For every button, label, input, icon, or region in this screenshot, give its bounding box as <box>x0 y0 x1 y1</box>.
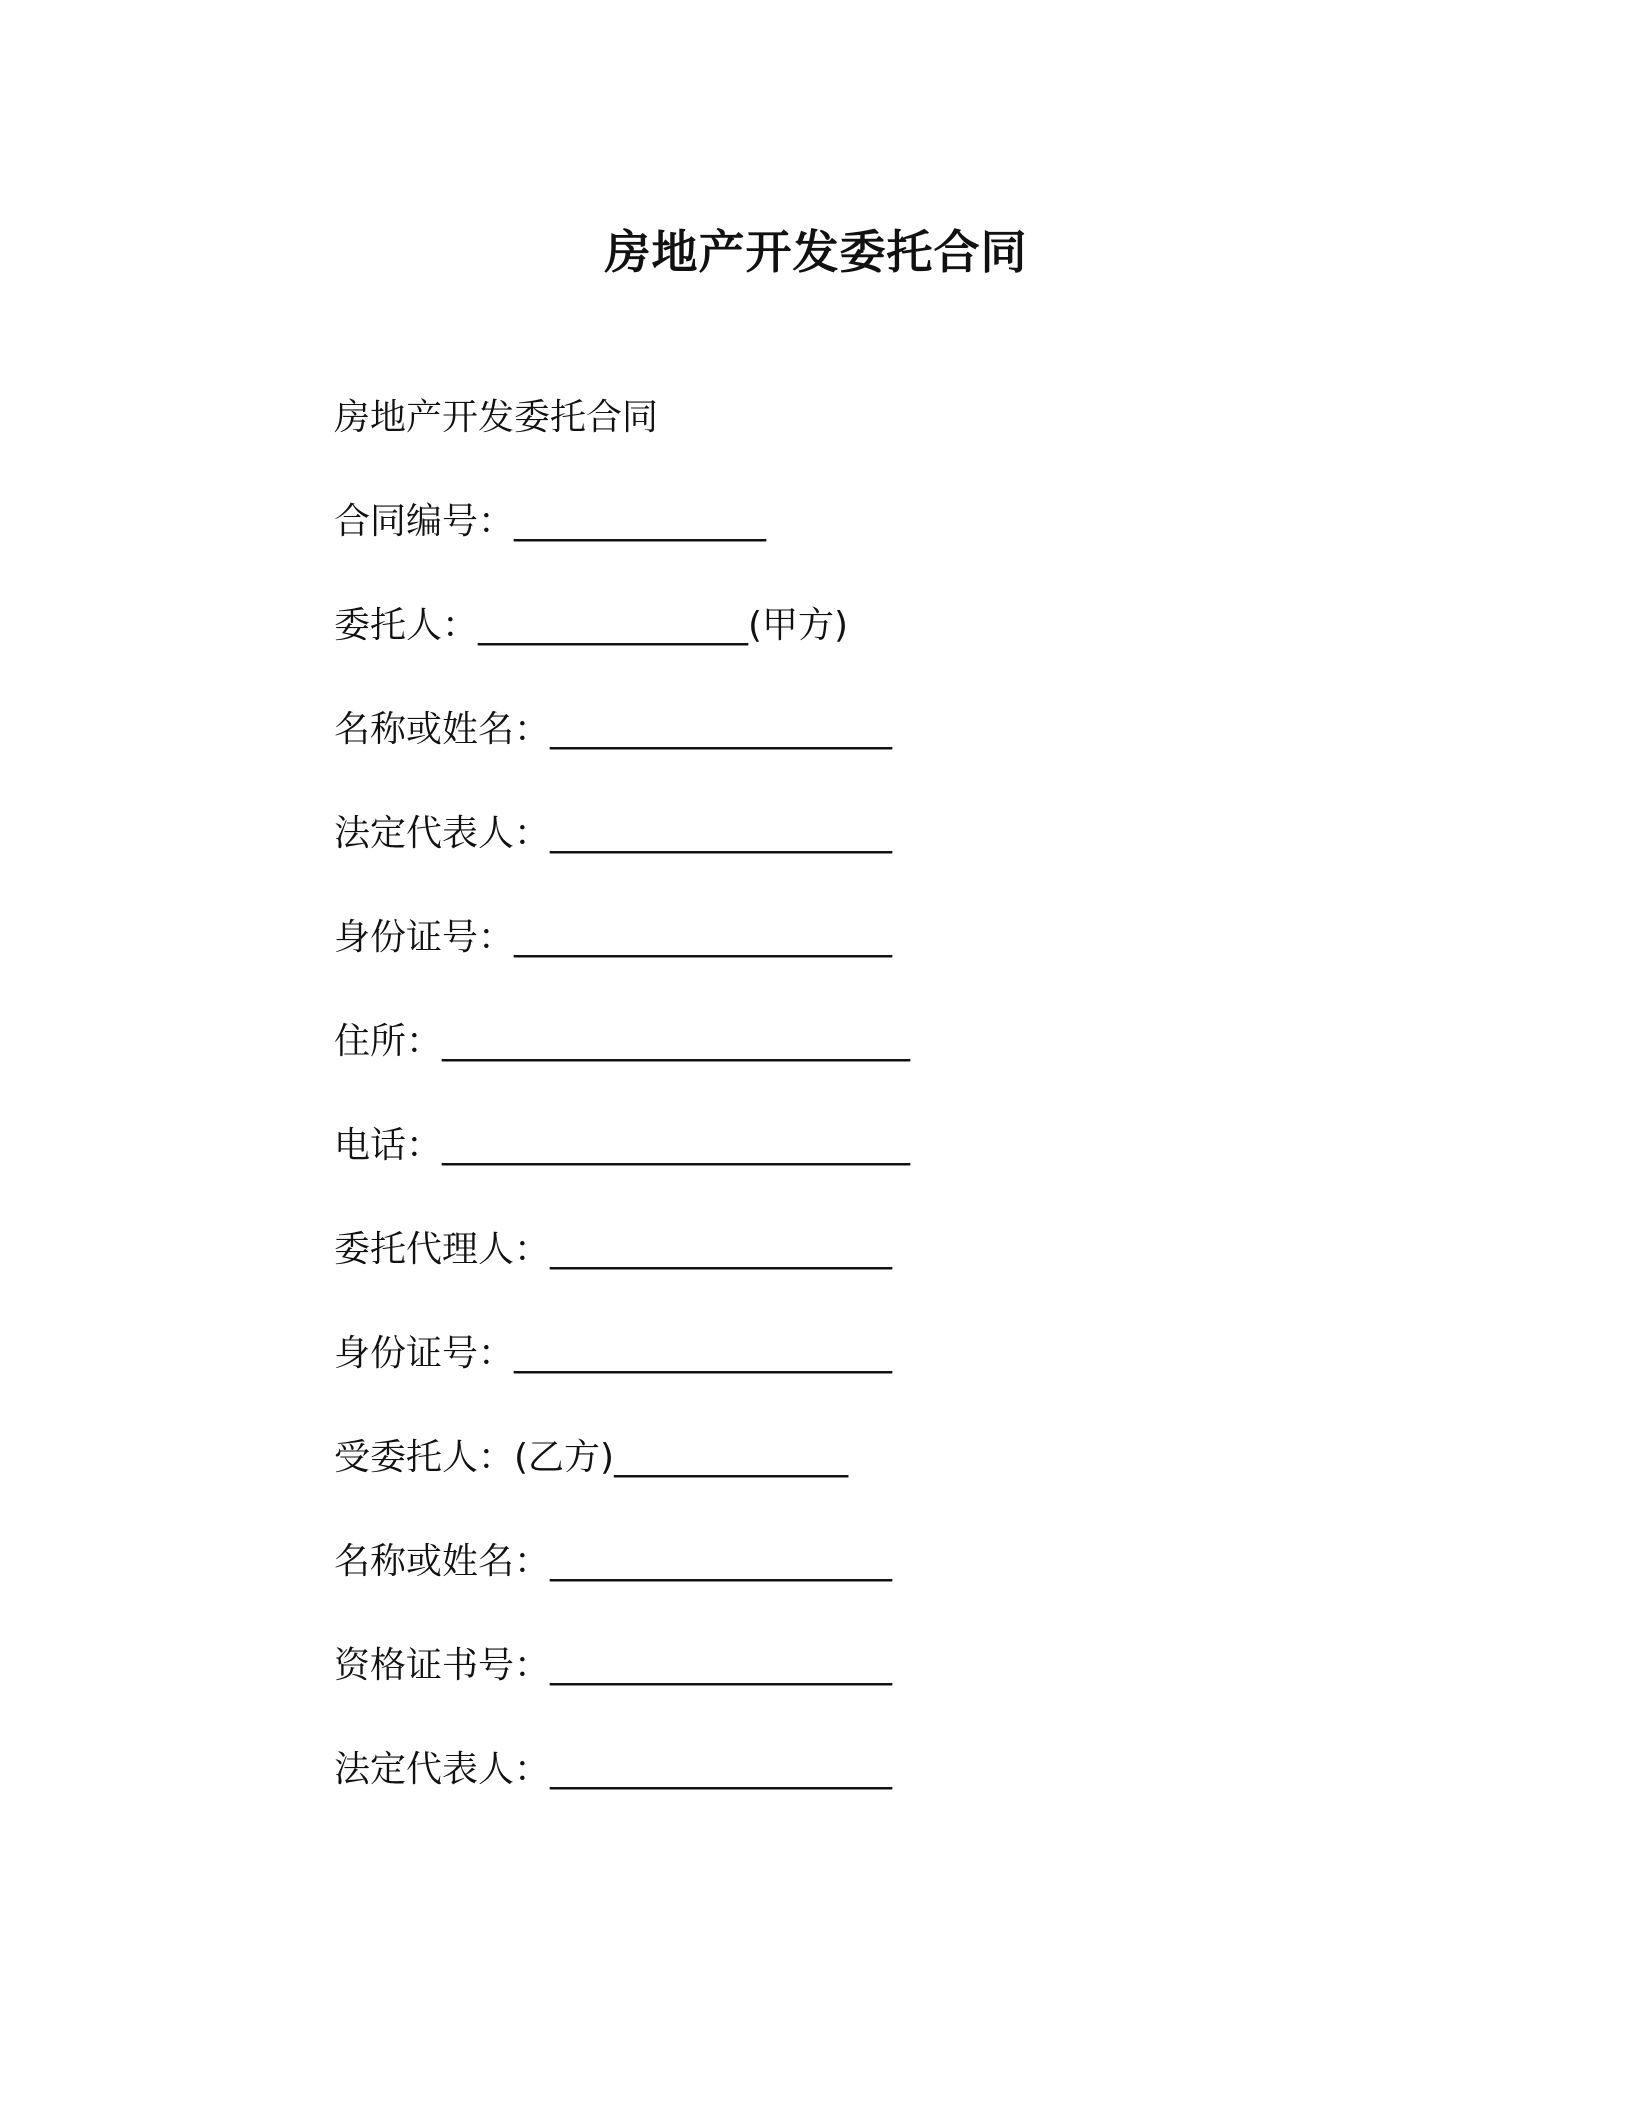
agent-id-line: 身份证号：_____________________ <box>334 1333 893 1374</box>
principal-address-line: 住所：__________________________ <box>334 1021 911 1062</box>
document-title: 房地产开发委托合同 <box>604 225 1028 279</box>
principal-line: 委托人：_______________(甲方) <box>334 605 849 646</box>
principal-phone-line: 电话：__________________________ <box>334 1125 911 1166</box>
trustee-legal-rep-line: 法定代表人：___________________ <box>334 1749 893 1790</box>
trustee-name-line: 名称或姓名：___________________ <box>334 1541 893 1582</box>
trustee-line: 受委托人：(乙方)_____________ <box>334 1437 849 1478</box>
principal-agent-line: 委托代理人：___________________ <box>334 1229 893 1270</box>
principal-legal-rep-line: 法定代表人：___________________ <box>334 813 893 854</box>
trustee-certificate-line: 资格证书号：___________________ <box>334 1645 893 1686</box>
body-heading: 房地产开发委托合同 <box>334 397 659 438</box>
contract-number-line: 合同编号：______________ <box>334 501 767 542</box>
principal-name-line: 名称或姓名：___________________ <box>334 709 893 750</box>
document-body <box>334 393 1434 1849</box>
principal-id-line: 身份证号：_____________________ <box>334 917 893 958</box>
